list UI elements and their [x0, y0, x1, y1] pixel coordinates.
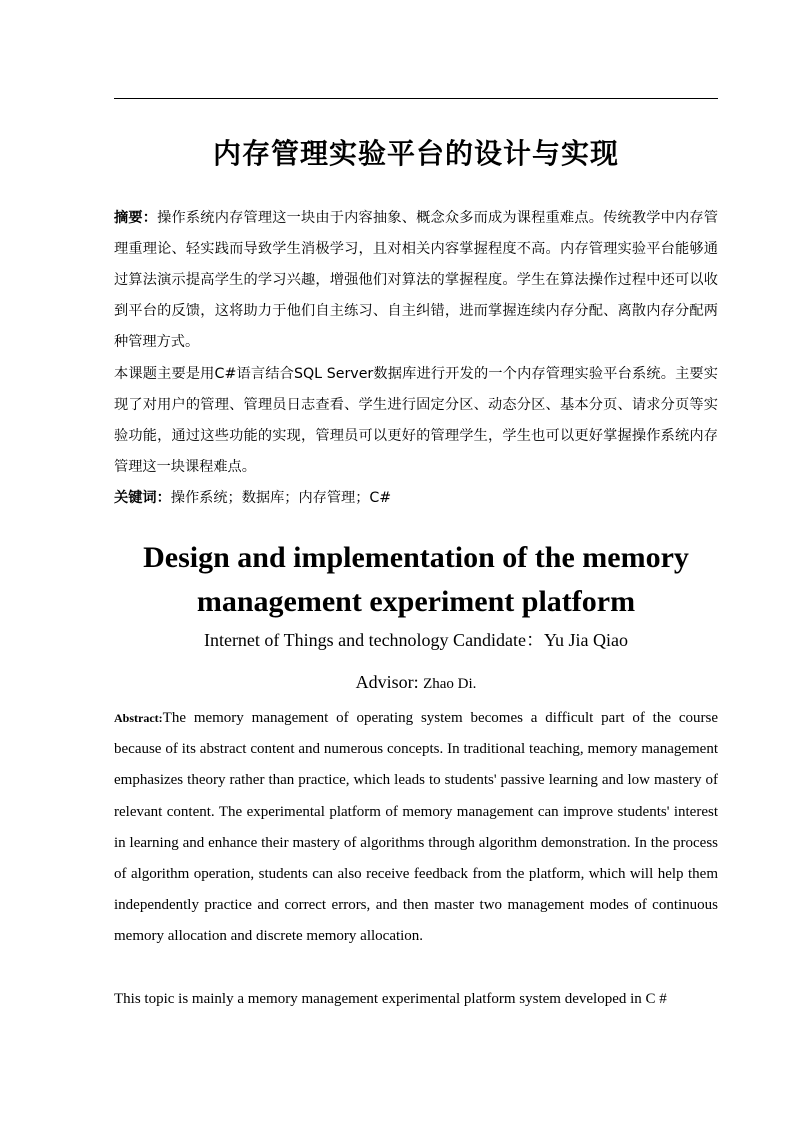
chinese-keywords-text: 操作系统；数据库；内存管理；C# — [170, 490, 392, 506]
advisor-label: Advisor: — [355, 672, 419, 692]
english-topic-paragraph: This topic is mainly a memory management experimental platform system developed in C # — [114, 991, 667, 1007]
english-abstract — [114, 703, 718, 953]
chinese-title: 内存管理实验平台的设计与实现 — [212, 137, 619, 170]
advisor-name: Zhao Di. — [423, 676, 477, 692]
chinese-keywords-label: 关键词： — [114, 490, 171, 506]
english-title: Design and implementation of the memory management experiment platform — [143, 541, 689, 618]
english-abstract-label: Abstract: — [114, 711, 163, 725]
chinese-abstract-text: 操作系统内存管理这一块由于内容抽象、概念众多而成为课程重难点。传统教学中内存管理重理论、轻实践而导致学生消极学习，且对相关内容掌握程度不高。内存管理实验平台能够通过算法演示提高学生的学习兴趣，增强他们对算法的掌握程度。学生在算法操作过程中还可以收到平台的反馈，这将助力于他们自主练习、自主纠错，进而掌握连续内存分配、离散内存分配两种管理方式。 — [114, 210, 718, 350]
chinese-abstract — [114, 203, 718, 358]
chinese-topic-paragraph: 本课题主要是用C#语言结合SQL Server数据库进行开发的一个内存管理实验平台系统。主要实现了对用户的管理、管理员日志查看、学生进行固定分区、动态分区、基本分页、请求分页等实验功能，通过这些功能的实现，管理员可以更好的管理学生，学生也可以更好掌握操作系统内存管理这一块课程难点。 — [114, 366, 718, 475]
advisor-line — [114, 670, 718, 696]
chinese-abstract-label: 摘要： — [114, 210, 158, 226]
english-abstract-text: The memory management of operating system becomes a difficult part of the course because of its abstract content and numerous concepts. In traditional teaching, memory management emphasizes theory rather than practice, which leads to students' passive learning and low mastery of relevant content. The experimental platform of memory management can improve students' interest in learning and enhance their mastery of algorithms through algorithm demonstration. In the process of algorithm operation, students can also receive feedback from the platform, which will help them independently practice and correct errors, and then master two management modes of continuous memory allocation and discrete memory allocation. — [114, 710, 718, 945]
chinese-keywords — [114, 483, 718, 514]
author-line: Internet of Things and technology Candidate：Yu Jia Qiao — [203, 630, 629, 650]
header-rule — [114, 98, 718, 99]
